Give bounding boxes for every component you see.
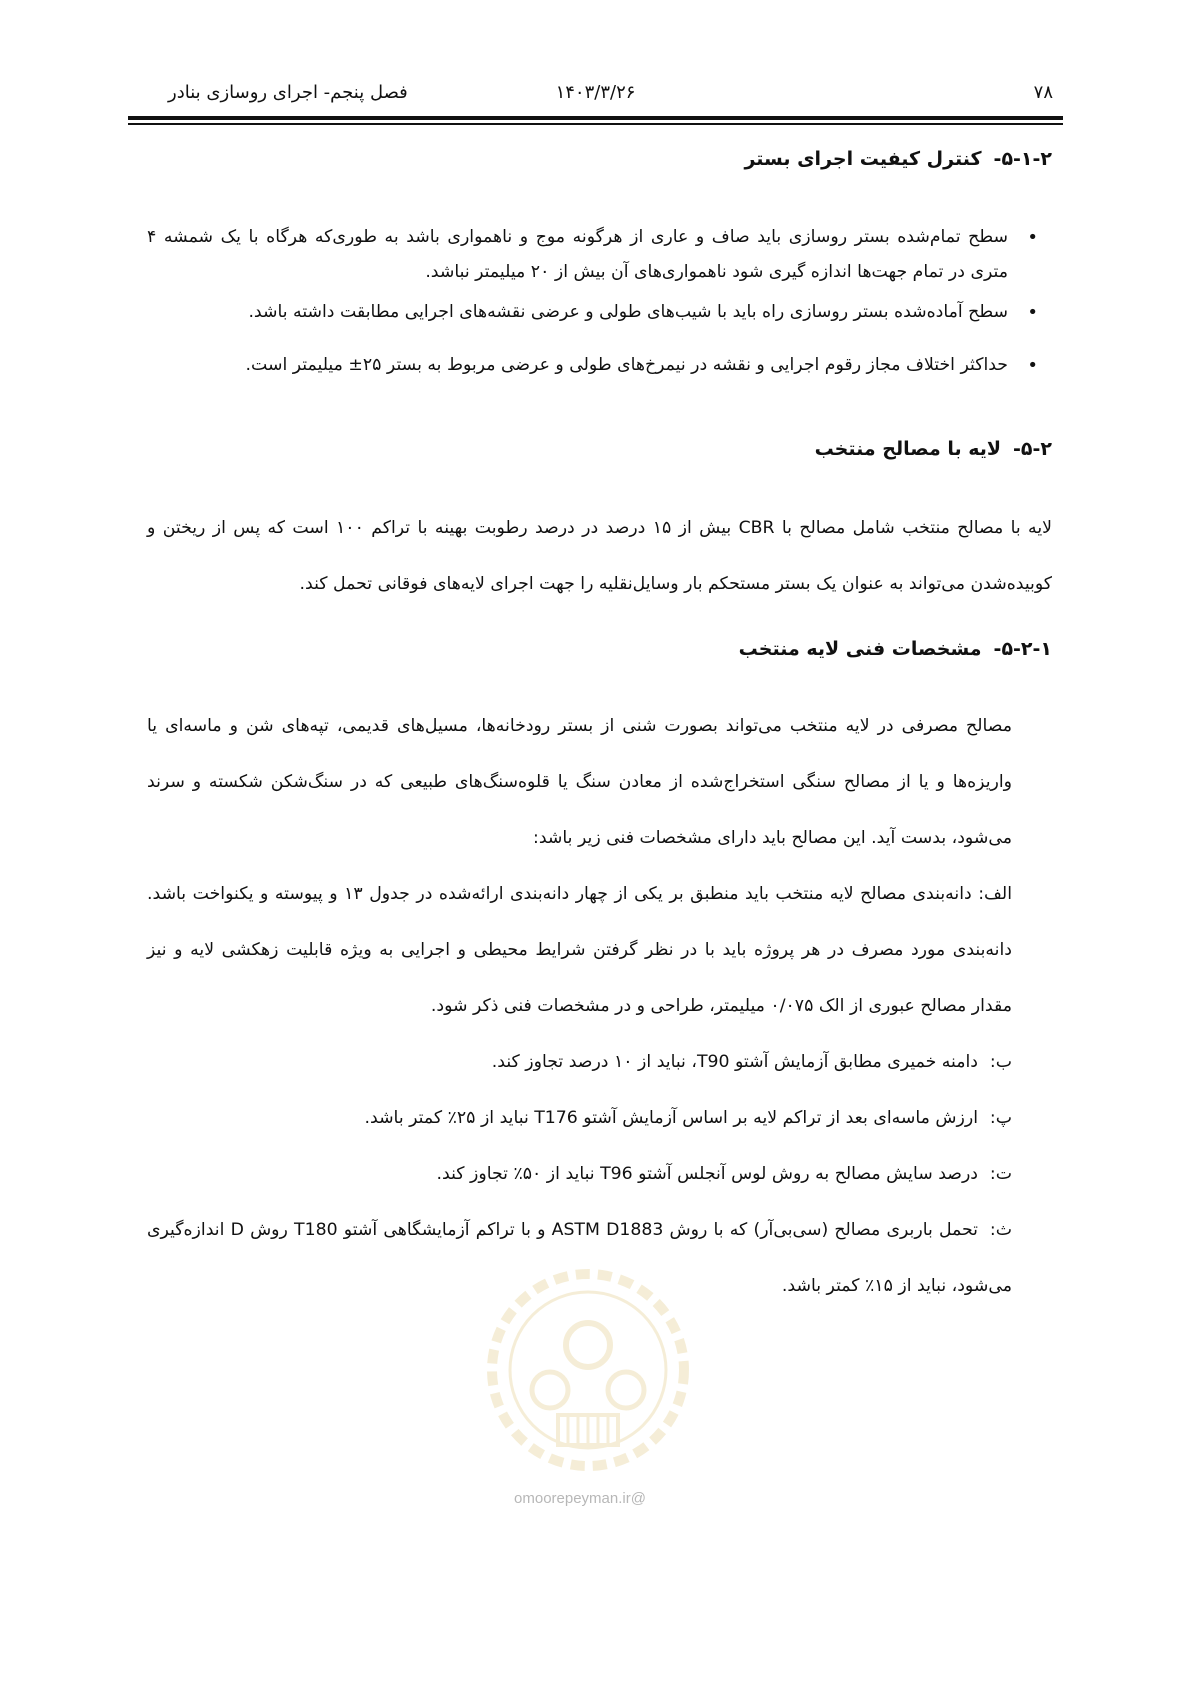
header-date: ۱۴۰۳/۳/۲۶	[555, 82, 636, 103]
section-number: ۵-۲-۱-	[993, 638, 1052, 661]
item-text: تحمل باربری مصالح (سی‌بی‌آر) که با روش ASTM D1883 و با تراکم آزمایشگاهی آشتو T180 روش D اندازه‌گیری می‌شود، نباید از ۱۵٪ کمتر باشد.	[147, 1220, 1012, 1297]
list-item	[147, 1034, 1052, 1090]
item-marker: پ:	[989, 1108, 1012, 1129]
item-text: دامنه خمیری مطابق آزمایش آشتو T90، نباید از ۱۰ درصد تجاوز کند.	[491, 1052, 978, 1073]
header-rule-thin	[128, 123, 1063, 125]
bullet-list	[147, 220, 1052, 382]
section-heading-5-2	[147, 438, 1052, 460]
paragraph-item-alef: الف: دانه‌بندی مصالح لایه منتخب باید منطبق بر یکی از چهار دانه‌بندی ارائه‌شده در جدول ۱۳ و پیوسته و یکنواخت باشد. دانه‌بندی مورد مصرف در هر پروژه باید با در نظر گرفتن شرایط محیطی و اجرایی به ویژه قابلیت زهکشی لایه و نیز مقدار مصالح عبوری از الک ۰/۰۷۵ میلیمتر، طراحی و در مشخصات فنی ذکر شود.	[147, 884, 1012, 1017]
section-number: ۵-۲-	[1013, 438, 1052, 461]
list-item	[147, 1202, 1052, 1314]
page-content	[147, 148, 1052, 1314]
list-item: • سطح آماده‌شده بستر روسازی راه باید با شیب‌های طولی و عرضی نقشه‌های اجرایی مطابقت داشته باشد.	[147, 295, 1052, 330]
section-number: ۵-۱-۲-	[993, 148, 1052, 170]
list-item	[147, 1146, 1052, 1202]
section-heading-5-2-1	[147, 638, 1052, 660]
page-header	[128, 78, 1063, 112]
paragraph: لایه با مصالح منتخب شامل مصالح با CBR بیش از ۱۵ درصد در درصد رطوبت بهینه با تراکم ۱۰۰ است که پس از ریختن و کوبیده‌شدن می‌تواند به عنوان یک بستر مستحکم بار وسایل‌نقلیه را جهت اجرای لایه‌های فوقانی تحمل کند.	[147, 518, 1052, 595]
list-item	[147, 1090, 1052, 1146]
item-text: ارزش ماسه‌ای بعد از تراکم لایه بر اساس آزمایش آشتو T176 نباید از ۲۵٪ کمتر باشد.	[364, 1108, 978, 1129]
header-rule-thick	[128, 116, 1063, 120]
paragraph: مصالح مصرفی در لایه منتخب می‌تواند بصورت شنی از بستر رودخانه‌ها، مسیل‌های قدیمی، تپه‌های شن و ماسه‌ای یا واریزه‌ها و یا از مصالح سنگی استخراج‌شده از معادن سنگ یا قلوه‌سنگ‌های طبیعی که در سنگ‌شکن شکسته و سرند می‌شود، بدست آید. این مصالح باید دارای مشخصات فنی زیر باشد:	[147, 716, 1012, 849]
item-marker: ت:	[989, 1164, 1012, 1185]
section-title: کنترل کیفیت اجرای بستر	[744, 148, 982, 170]
list-item: • سطح تمام‌شده بستر روسازی باید صاف و عاری از هرگونه موج و ناهمواری باشد به طوری‌که هرگاه با یک شمشه ۴ متری در تمام جهت‌ها اندازه گیری شود ناهمواری‌های آن بیش از ۲۰ میلیمتر نباشد.	[147, 220, 1052, 289]
list-item: • حداکثر اختلاف مجاز رقوم اجرایی و نقشه در نیمرخ‌های طولی و عرضی مربوط به بستر ۲۵± میلیمتر است.	[147, 348, 1052, 383]
page-number: ۷۸	[1033, 82, 1053, 103]
section-heading-5-1-2	[147, 148, 1052, 170]
chapter-title: فصل پنجم- اجرای روسازی بنادر	[168, 82, 408, 103]
watermark-text: @omoorepeyman.ir	[514, 1490, 646, 1507]
item-marker: ب:	[989, 1052, 1012, 1073]
item-text: درصد سایش مصالح به روش لوس آنجلس آشتو T96 نباید از ۵۰٪ تجاوز کند.	[436, 1164, 978, 1185]
item-marker: ث:	[989, 1220, 1012, 1241]
section-title: لایه با مصالح منتخب	[814, 438, 1002, 461]
section-title: مشخصات فنی لایه منتخب	[738, 638, 982, 661]
